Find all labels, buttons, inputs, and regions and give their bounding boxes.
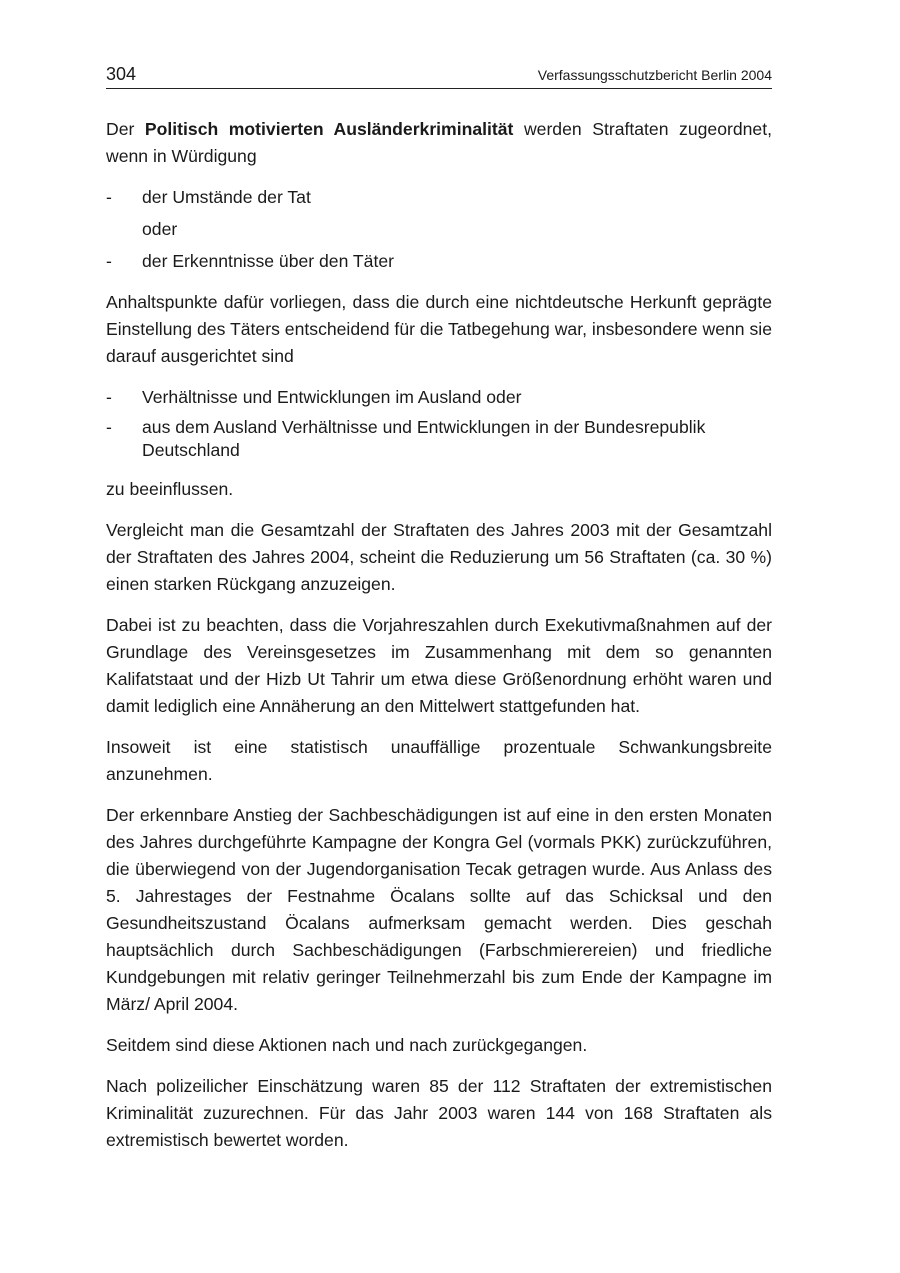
paragraph-assessment: Nach polizeilicher Einschätzung waren 85 der 112 Straftaten der extremistischen Kriminalität zuzurechnen. Für das Jahr 2003 waren 144 von 168 Straftaten als extremistisch bewertet worden.: [106, 1076, 772, 1150]
paragraph-influence: zu beeinflussen.: [106, 479, 234, 499]
list-item: - der Erkenntnisse über den Täter: [106, 251, 394, 271]
list-item: - der Umstände der Tat: [106, 187, 311, 207]
paragraph-decline: Seitdem sind diese Aktionen nach und nach zurückgegangen.: [106, 1035, 588, 1055]
page-header: [106, 62, 772, 89]
intro-bold-term: Politisch motivierten Ausländerkriminalität: [144, 119, 514, 139]
paragraph-fluctuation: Insoweit ist eine statistisch unauffällige prozentuale Schwankungsbreite anzunehmen.: [106, 737, 772, 784]
list-item: - aus dem Ausland Verhältnisse und Entwicklungen in der Bundesrepublik Deutschland: [106, 417, 706, 460]
paragraph-damage: Der erkennbare Anstieg der Sachbeschädigungen ist auf eine in den ersten Monaten des Jahres durchgeführte Kampagne der Kongra Gel (vormals PKK) zurückzuführen, die überwiegend von der Jugendorganisation Tecak getragen wurde. Aus Anlass des 5. Jahrestages der Festnahme Öcalans sollte auf das Schicksal und den Gesundheitszustand Öcalans aufmerksam gemacht werden. Dies geschah hauptsächlich durch Sachbeschädigungen (Farbschmierereien) und friedliche Kundgebungen mit relativ geringer Teilnehmerzahl bis zum Ende der Kampagne im März/ April 2004.: [106, 805, 772, 1014]
list-connector: oder: [142, 219, 178, 239]
paragraph-comparison: Vergleicht man die Gesamtzahl der Straftaten des Jahres 2003 mit der Gesamtzahl der Straftaten des Jahres 2004, scheint die Reduzierung um 56 Straftaten (ca. 30 %) einen starken Rückgang anzuzeigen.: [106, 520, 772, 594]
list-item: - Verhältnisse und Entwicklungen im Ausland oder: [106, 387, 522, 407]
paragraph-note: Dabei ist zu beachten, dass die Vorjahreszahlen durch Exekutivmaßnahmen auf der Grundlage des Vereinsgesetzes im Zusammenhang mit dem so genannten Kalifatstaat und der Hizb Ut Tahrir um etwa diese Größenordnung erhöht waren und damit lediglich eine Annäherung an den Mittelwert stattgefunden hat.: [106, 615, 772, 716]
paragraph-indicators: Anhaltspunkte dafür vorliegen, dass die durch eine nichtdeutsche Herkunft geprägte Einstellung des Täters entscheidend für die Tatbegehung war, insbesondere wenn sie darauf ausgerichtet sind: [106, 292, 772, 366]
intro-paragraph: Der Politisch motivierten Ausländerkriminalität werden Straftaten zugeordnet, wenn in Würdigung: [106, 119, 772, 166]
page-body: [106, 116, 772, 1168]
running-title: Verfassungsschutzbericht Berlin 2004: [537, 67, 772, 83]
page-number: 304: [106, 64, 137, 84]
